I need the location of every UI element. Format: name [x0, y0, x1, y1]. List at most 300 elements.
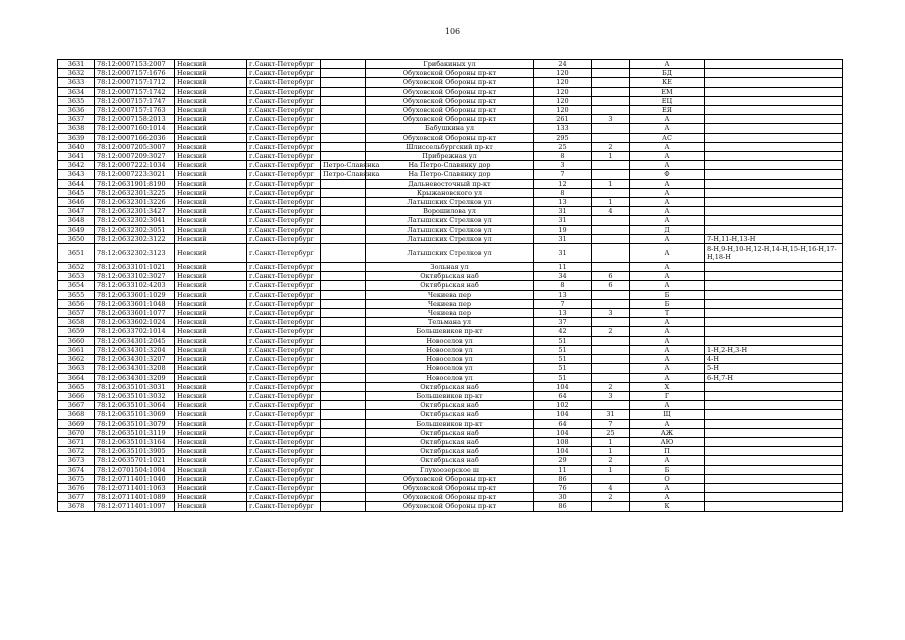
property-table [57, 59, 843, 512]
row-number-cell: 3634 [58, 87, 95, 96]
city-cell: г.Санкт-Петербург [247, 373, 321, 382]
settlement-cell [321, 78, 366, 87]
table-row [58, 502, 843, 511]
house-number-cell: 108 [534, 437, 592, 446]
building-number-cell: 1 [592, 198, 630, 207]
district-cell: Невский [175, 290, 247, 299]
row-number-cell: 3671 [58, 437, 95, 446]
city-cell: г.Санкт-Петербург [247, 493, 321, 502]
cadastral-number-cell: 78:12:0632301:3225 [95, 188, 175, 197]
city-cell: г.Санкт-Петербург [247, 124, 321, 133]
row-number-cell: 3664 [58, 373, 95, 382]
table-row [58, 244, 843, 263]
row-number-cell: 3646 [58, 198, 95, 207]
premises-cell: 8-Н,9-Н,10-Н,12-Н,14-Н,15-Н,16-Н,17-Н,18-Н [705, 244, 843, 263]
settlement-cell [321, 281, 366, 290]
street-cell: Октябрьская наб [366, 456, 534, 465]
letter-cell: ЕЯ [630, 106, 705, 115]
house-number-cell: 8 [534, 281, 592, 290]
row-number-cell: 3677 [58, 493, 95, 502]
row-number-cell: 3667 [58, 401, 95, 410]
district-cell: Невский [175, 437, 247, 446]
settlement-cell [321, 179, 366, 188]
letter-cell: А [630, 419, 705, 428]
house-number-cell: 104 [534, 428, 592, 437]
house-number-cell: 31 [534, 244, 592, 263]
cadastral-number-cell: 78:12:0634301:3207 [95, 355, 175, 364]
district-cell: Невский [175, 207, 247, 216]
city-cell: г.Санкт-Петербург [247, 179, 321, 188]
building-number-cell: 2 [592, 493, 630, 502]
table-row [58, 493, 843, 502]
cadastral-number-cell: 78:12:0634301:3208 [95, 364, 175, 373]
district-cell: Невский [175, 309, 247, 318]
row-number-cell: 3635 [58, 96, 95, 105]
city-cell: г.Санкт-Петербург [247, 465, 321, 474]
district-cell: Невский [175, 87, 247, 96]
building-number-cell: 4 [592, 483, 630, 492]
row-number-cell: 3637 [58, 115, 95, 124]
city-cell: г.Санкт-Петербург [247, 69, 321, 78]
street-cell: На Петро-Славянку дор [366, 170, 534, 179]
settlement-cell [321, 142, 366, 151]
district-cell: Невский [175, 281, 247, 290]
premises-cell [705, 447, 843, 456]
row-number-cell: 3676 [58, 483, 95, 492]
table-body [58, 60, 843, 512]
row-number-cell: 3651 [58, 244, 95, 263]
row-number-cell: 3678 [58, 502, 95, 511]
settlement-cell [321, 327, 366, 336]
premises-cell [705, 401, 843, 410]
cadastral-number-cell: 78:12:0711401:1089 [95, 493, 175, 502]
building-number-cell: 31 [592, 410, 630, 419]
cadastral-number-cell: 78:12:0633102:3027 [95, 272, 175, 281]
premises-cell [705, 502, 843, 511]
letter-cell: А [630, 327, 705, 336]
cadastral-number-cell: 78:12:0632301:3226 [95, 198, 175, 207]
house-number-cell: 64 [534, 419, 592, 428]
settlement-cell [321, 133, 366, 142]
street-cell: Крыжановского ул [366, 188, 534, 197]
premises-cell [705, 483, 843, 492]
row-number-cell: 3673 [58, 456, 95, 465]
settlement-cell [321, 60, 366, 69]
table-row [58, 60, 843, 69]
premises-cell [705, 207, 843, 216]
district-cell: Невский [175, 364, 247, 373]
street-cell: Латышских Стрелков ул [366, 234, 534, 243]
street-cell: Обуховской Обороны пр-кт [366, 87, 534, 96]
premises-cell [705, 161, 843, 170]
cadastral-number-cell: 78:12:0635101:3905 [95, 447, 175, 456]
city-cell: г.Санкт-Петербург [247, 456, 321, 465]
table-row [58, 474, 843, 483]
building-number-cell [592, 263, 630, 272]
house-number-cell: 104 [534, 382, 592, 391]
row-number-cell: 3655 [58, 290, 95, 299]
premises-cell [705, 152, 843, 161]
cadastral-number-cell: 78:12:0633101:1021 [95, 263, 175, 272]
cadastral-number-cell: 78:12:0007205:3007 [95, 142, 175, 151]
street-cell: Обуховской Обороны пр-кт [366, 69, 534, 78]
cadastral-number-cell: 78:12:0007209:3027 [95, 152, 175, 161]
district-cell: Невский [175, 483, 247, 492]
premises-cell [705, 69, 843, 78]
settlement-cell [321, 124, 366, 133]
city-cell: г.Санкт-Петербург [247, 115, 321, 124]
house-number-cell: 120 [534, 78, 592, 87]
cadastral-number-cell: 78:12:0007160:1014 [95, 124, 175, 133]
cadastral-number-cell: 78:12:0007157:1676 [95, 69, 175, 78]
district-cell: Невский [175, 355, 247, 364]
street-cell: Обуховской Обороны пр-кт [366, 502, 534, 511]
table-row [58, 382, 843, 391]
table-row [58, 456, 843, 465]
premises-cell [705, 106, 843, 115]
city-cell: г.Санкт-Петербург [247, 106, 321, 115]
building-number-cell [592, 345, 630, 354]
premises-cell: 6-Н,7-Н [705, 373, 843, 382]
letter-cell: А [630, 124, 705, 133]
table-row [58, 152, 843, 161]
cadastral-number-cell: 78:12:0632302:3123 [95, 244, 175, 263]
premises-cell [705, 188, 843, 197]
table-row [58, 161, 843, 170]
settlement-cell [321, 152, 366, 161]
table-row [58, 318, 843, 327]
house-number-cell: 25 [534, 142, 592, 151]
row-number-cell: 3645 [58, 188, 95, 197]
cadastral-number-cell: 78:12:0633601:1048 [95, 299, 175, 308]
district-cell: Невский [175, 142, 247, 151]
cadastral-number-cell: 78:12:0007157:1712 [95, 78, 175, 87]
building-number-cell: 3 [592, 391, 630, 400]
city-cell: г.Санкт-Петербург [247, 474, 321, 483]
table-row [58, 216, 843, 225]
table-row [58, 345, 843, 354]
district-cell: Невский [175, 465, 247, 474]
letter-cell: Т [630, 309, 705, 318]
district-cell: Невский [175, 318, 247, 327]
letter-cell: АЖ [630, 428, 705, 437]
table-row [58, 428, 843, 437]
building-number-cell: 1 [592, 465, 630, 474]
cadastral-number-cell: 78:12:0633601:1077 [95, 309, 175, 318]
house-number-cell: 13 [534, 290, 592, 299]
settlement-cell [321, 299, 366, 308]
house-number-cell: 120 [534, 87, 592, 96]
letter-cell: А [630, 244, 705, 263]
table-row [58, 263, 843, 272]
premises-cell [705, 87, 843, 96]
city-cell: г.Санкт-Петербург [247, 437, 321, 446]
district-cell: Невский [175, 410, 247, 419]
premises-cell [705, 60, 843, 69]
table-row [58, 106, 843, 115]
street-cell: Латышских Стрелков ул [366, 225, 534, 234]
building-number-cell [592, 401, 630, 410]
cadastral-number-cell: 78:12:0634301:3204 [95, 345, 175, 354]
city-cell: г.Санкт-Петербург [247, 309, 321, 318]
letter-cell: А [630, 207, 705, 216]
district-cell: Невский [175, 474, 247, 483]
city-cell: г.Санкт-Петербург [247, 207, 321, 216]
district-cell: Невский [175, 327, 247, 336]
city-cell: г.Санкт-Петербург [247, 152, 321, 161]
row-number-cell: 3654 [58, 281, 95, 290]
settlement-cell [321, 216, 366, 225]
premises-cell [705, 456, 843, 465]
building-number-cell: 3 [592, 115, 630, 124]
table-row [58, 142, 843, 151]
house-number-cell: 133 [534, 124, 592, 133]
settlement-cell [321, 106, 366, 115]
building-number-cell [592, 502, 630, 511]
row-number-cell: 3636 [58, 106, 95, 115]
premises-cell [705, 216, 843, 225]
row-number-cell: 3638 [58, 124, 95, 133]
letter-cell: Б [630, 465, 705, 474]
district-cell: Невский [175, 428, 247, 437]
table-row [58, 69, 843, 78]
table-row [58, 336, 843, 345]
building-number-cell: 4 [592, 207, 630, 216]
building-number-cell: 1 [592, 152, 630, 161]
premises-cell [705, 290, 843, 299]
table-row [58, 225, 843, 234]
cadastral-number-cell: 78:12:0633602:1024 [95, 318, 175, 327]
street-cell: Октябрьская наб [366, 428, 534, 437]
letter-cell: А [630, 198, 705, 207]
cadastral-number-cell: 78:12:0007222:1034 [95, 161, 175, 170]
city-cell: г.Санкт-Петербург [247, 355, 321, 364]
house-number-cell: 8 [534, 152, 592, 161]
house-number-cell: 7 [534, 170, 592, 179]
street-cell: Шлиссельбургский пр-кт [366, 142, 534, 151]
district-cell: Невский [175, 133, 247, 142]
letter-cell: АЮ [630, 437, 705, 446]
district-cell: Невский [175, 391, 247, 400]
cadastral-number-cell: 78:12:0635101:3079 [95, 419, 175, 428]
district-cell: Невский [175, 263, 247, 272]
district-cell: Невский [175, 345, 247, 354]
letter-cell: А [630, 161, 705, 170]
district-cell: Невский [175, 78, 247, 87]
street-cell: Латышских Стрелков ул [366, 244, 534, 263]
row-number-cell: 3662 [58, 355, 95, 364]
table-row [58, 188, 843, 197]
building-number-cell: 7 [592, 419, 630, 428]
premises-cell [705, 465, 843, 474]
building-number-cell: 25 [592, 428, 630, 437]
row-number-cell: 3641 [58, 152, 95, 161]
house-number-cell: 76 [534, 483, 592, 492]
building-number-cell: 2 [592, 382, 630, 391]
row-number-cell: 3653 [58, 272, 95, 281]
premises-cell [705, 115, 843, 124]
city-cell: г.Санкт-Петербург [247, 327, 321, 336]
cadastral-number-cell: 78:12:0635101:3069 [95, 410, 175, 419]
letter-cell: А [630, 345, 705, 354]
cadastral-number-cell: 78:12:0635101:3164 [95, 437, 175, 446]
street-cell: Октябрьская наб [366, 437, 534, 446]
house-number-cell: 13 [534, 309, 592, 318]
premises-cell [705, 327, 843, 336]
letter-cell: А [630, 142, 705, 151]
district-cell: Невский [175, 115, 247, 124]
cadastral-number-cell: 78:12:0634301:3209 [95, 373, 175, 382]
street-cell: Прибрежная ул [366, 152, 534, 161]
house-number-cell: 11 [534, 465, 592, 474]
street-cell: На Петро-Славянку дор [366, 161, 534, 170]
street-cell: Новоселов ул [366, 336, 534, 345]
building-number-cell [592, 188, 630, 197]
street-cell: Октябрьская наб [366, 401, 534, 410]
house-number-cell: 120 [534, 106, 592, 115]
city-cell: г.Санкт-Петербург [247, 502, 321, 511]
row-number-cell: 3659 [58, 327, 95, 336]
city-cell: г.Санкт-Петербург [247, 410, 321, 419]
row-number-cell: 3631 [58, 60, 95, 69]
district-cell: Невский [175, 419, 247, 428]
premises-cell [705, 124, 843, 133]
district-cell: Невский [175, 106, 247, 115]
row-number-cell: 3665 [58, 382, 95, 391]
building-number-cell: 1 [592, 179, 630, 188]
premises-cell [705, 263, 843, 272]
settlement-cell [321, 290, 366, 299]
street-cell: Обуховской Обороны пр-кт [366, 474, 534, 483]
street-cell: Обуховской Обороны пр-кт [366, 115, 534, 124]
city-cell: г.Санкт-Петербург [247, 161, 321, 170]
letter-cell: А [630, 456, 705, 465]
building-number-cell [592, 106, 630, 115]
row-number-cell: 3658 [58, 318, 95, 327]
city-cell: г.Санкт-Петербург [247, 336, 321, 345]
row-number-cell: 3640 [58, 142, 95, 151]
letter-cell: А [630, 493, 705, 502]
table-row [58, 234, 843, 243]
house-number-cell: 7 [534, 299, 592, 308]
building-number-cell: 6 [592, 281, 630, 290]
building-number-cell [592, 364, 630, 373]
settlement-cell [321, 382, 366, 391]
street-cell: Большевиков пр-кт [366, 327, 534, 336]
city-cell: г.Санкт-Петербург [247, 281, 321, 290]
row-number-cell: 3652 [58, 263, 95, 272]
building-number-cell [592, 244, 630, 263]
street-cell: Чекиева пер [366, 299, 534, 308]
row-number-cell: 3675 [58, 474, 95, 483]
house-number-cell: 24 [534, 60, 592, 69]
letter-cell: КЕ [630, 78, 705, 87]
house-number-cell: 120 [534, 69, 592, 78]
cadastral-number-cell: 78:12:0632301:3427 [95, 207, 175, 216]
premises-cell [705, 391, 843, 400]
district-cell: Невский [175, 170, 247, 179]
premises-cell [705, 142, 843, 151]
table-row [58, 124, 843, 133]
letter-cell: А [630, 216, 705, 225]
house-number-cell: 64 [534, 391, 592, 400]
settlement-cell [321, 391, 366, 400]
city-cell: г.Санкт-Петербург [247, 170, 321, 179]
table-row [58, 87, 843, 96]
settlement-cell [321, 198, 366, 207]
building-number-cell: 1 [592, 447, 630, 456]
row-number-cell: 3670 [58, 428, 95, 437]
street-cell: Октябрьская наб [366, 272, 534, 281]
cadastral-number-cell: 78:12:0635101:3031 [95, 382, 175, 391]
settlement-cell [321, 474, 366, 483]
table-row [58, 437, 843, 446]
settlement-cell [321, 115, 366, 124]
building-number-cell [592, 60, 630, 69]
settlement-cell [321, 272, 366, 281]
street-cell: Октябрьская наб [366, 410, 534, 419]
city-cell: г.Санкт-Петербург [247, 401, 321, 410]
cadastral-number-cell: 78:12:0635701:1021 [95, 456, 175, 465]
letter-cell: АС [630, 133, 705, 142]
cadastral-number-cell: 78:12:0711401:1040 [95, 474, 175, 483]
cadastral-number-cell: 78:12:0007223:3021 [95, 170, 175, 179]
table-row [58, 355, 843, 364]
settlement-cell [321, 207, 366, 216]
row-number-cell: 3656 [58, 299, 95, 308]
settlement-cell [321, 188, 366, 197]
city-cell: г.Санкт-Петербург [247, 483, 321, 492]
house-number-cell: 104 [534, 447, 592, 456]
letter-cell: Б [630, 290, 705, 299]
row-number-cell: 3648 [58, 216, 95, 225]
cadastral-number-cell: 78:12:0635101:3064 [95, 401, 175, 410]
district-cell: Невский [175, 447, 247, 456]
settlement-cell [321, 373, 366, 382]
district-cell: Невский [175, 382, 247, 391]
table-row [58, 207, 843, 216]
table-row [58, 170, 843, 179]
house-number-cell: 51 [534, 364, 592, 373]
city-cell: г.Санкт-Петербург [247, 244, 321, 263]
settlement-cell [321, 318, 366, 327]
cadastral-number-cell: 78:12:0634301:2045 [95, 336, 175, 345]
street-cell: Обуховской Обороны пр-кт [366, 483, 534, 492]
street-cell: Латышских Стрелков ул [366, 216, 534, 225]
house-number-cell: 42 [534, 327, 592, 336]
city-cell: г.Санкт-Петербург [247, 60, 321, 69]
house-number-cell: 19 [534, 225, 592, 234]
cadastral-number-cell: 78:12:0635101:3032 [95, 391, 175, 400]
cadastral-number-cell: 78:12:0007158:2013 [95, 115, 175, 124]
premises-cell [705, 198, 843, 207]
district-cell: Невский [175, 188, 247, 197]
settlement-cell [321, 244, 366, 263]
street-cell: Обуховской Обороны пр-кт [366, 106, 534, 115]
house-number-cell: 120 [534, 96, 592, 105]
premises-cell [705, 437, 843, 446]
street-cell: Новоселов ул [366, 345, 534, 354]
building-number-cell [592, 290, 630, 299]
city-cell: г.Санкт-Петербург [247, 419, 321, 428]
city-cell: г.Санкт-Петербург [247, 198, 321, 207]
premises-cell [705, 96, 843, 105]
street-cell: Чекиева пер [366, 309, 534, 318]
table-row [58, 299, 843, 308]
house-number-cell: 51 [534, 373, 592, 382]
letter-cell: А [630, 355, 705, 364]
settlement-cell [321, 336, 366, 345]
